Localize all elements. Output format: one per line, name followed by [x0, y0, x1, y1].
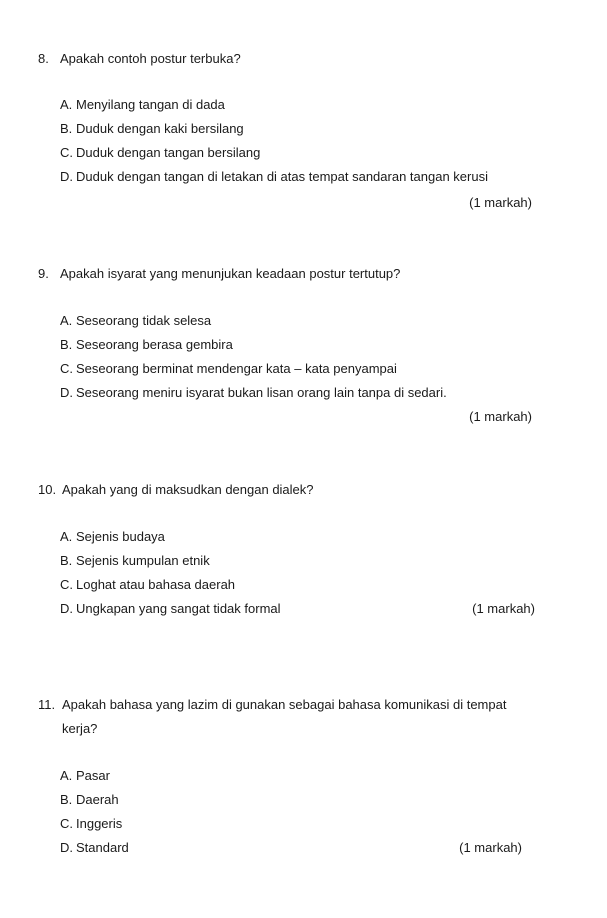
option-letter: A.: [60, 313, 73, 328]
question-text: Apakah isyarat yang menunjukan keadaan postur tertutup?: [60, 266, 401, 281]
option-text: Sejenis kumpulan etnik: [76, 553, 210, 568]
question-number: 11.: [38, 697, 56, 712]
option-d: [60, 602, 281, 615]
option-letter: A.: [60, 768, 73, 783]
option-text: Loghat atau bahasa daerah: [76, 577, 236, 592]
marks-label: (1 markah): [472, 601, 535, 616]
option-text: Seseorang meniru isyarat bukan lisan orang lain tanpa di sedari.: [76, 385, 447, 400]
option-a: [60, 314, 211, 327]
option-c: [60, 362, 397, 375]
option-a: [60, 98, 225, 111]
option-a: [60, 530, 165, 543]
option-text: Menyilang tangan di dada: [76, 97, 225, 112]
option-letter: C.: [60, 361, 73, 376]
option-text: Inggeris: [76, 816, 123, 831]
option-c: [60, 817, 122, 830]
question-9: [38, 267, 400, 280]
option-d: [60, 170, 488, 183]
option-b: [60, 793, 119, 806]
option-letter: C.: [60, 816, 73, 831]
option-d: [60, 841, 129, 854]
option-letter: C.: [60, 145, 73, 160]
option-text: Daerah: [76, 792, 119, 807]
option-b: [60, 554, 210, 567]
option-c: [60, 146, 260, 159]
question-text: Apakah bahasa yang lazim di gunakan sebagai bahasa komunikasi di tempat: [62, 697, 507, 712]
option-letter: B.: [60, 553, 73, 568]
marks-label: (1 markah): [469, 195, 532, 210]
option-letter: B.: [60, 121, 73, 136]
option-b: [60, 338, 233, 351]
option-text: Seseorang berminat mendengar kata – kata penyampai: [76, 361, 397, 376]
option-letter: D.: [60, 169, 73, 184]
option-text: Standard: [76, 840, 129, 855]
question-number: 9.: [38, 266, 49, 281]
option-text: Duduk dengan kaki bersilang: [76, 121, 244, 136]
option-text: Seseorang berasa gembira: [76, 337, 233, 352]
question-11-continuation: kerja?: [62, 721, 98, 736]
option-text: Duduk dengan tangan bersilang: [76, 145, 261, 160]
option-letter: D.: [60, 840, 73, 855]
option-text: Sejenis budaya: [76, 529, 165, 544]
question-11: [38, 698, 506, 711]
question-text: Apakah yang di maksudkan dengan dialek?: [62, 482, 314, 497]
option-c: [60, 578, 235, 591]
option-text: Duduk dengan tangan di letakan di atas tempat sandaran tangan kerusi: [76, 169, 488, 184]
option-letter: A.: [60, 529, 73, 544]
marks-label: (1 markah): [469, 409, 532, 424]
option-b: [60, 122, 244, 135]
option-letter: B.: [60, 337, 73, 352]
question-8: [38, 52, 241, 65]
question-number: 8.: [38, 51, 49, 66]
question-10: [38, 483, 314, 496]
option-text: Ungkapan yang sangat tidak formal: [76, 601, 281, 616]
option-letter: D.: [60, 385, 73, 400]
option-letter: A.: [60, 97, 73, 112]
option-d: [60, 386, 447, 399]
question-text: Apakah contoh postur terbuka?: [60, 51, 241, 66]
option-a: [60, 769, 110, 782]
option-text: Seseorang tidak selesa: [76, 313, 212, 328]
option-letter: C.: [60, 577, 73, 592]
question-number: 10.: [38, 482, 57, 497]
option-text: Pasar: [76, 768, 110, 783]
option-letter: B.: [60, 792, 73, 807]
marks-label: (1 markah): [459, 840, 522, 855]
option-letter: D.: [60, 601, 73, 616]
